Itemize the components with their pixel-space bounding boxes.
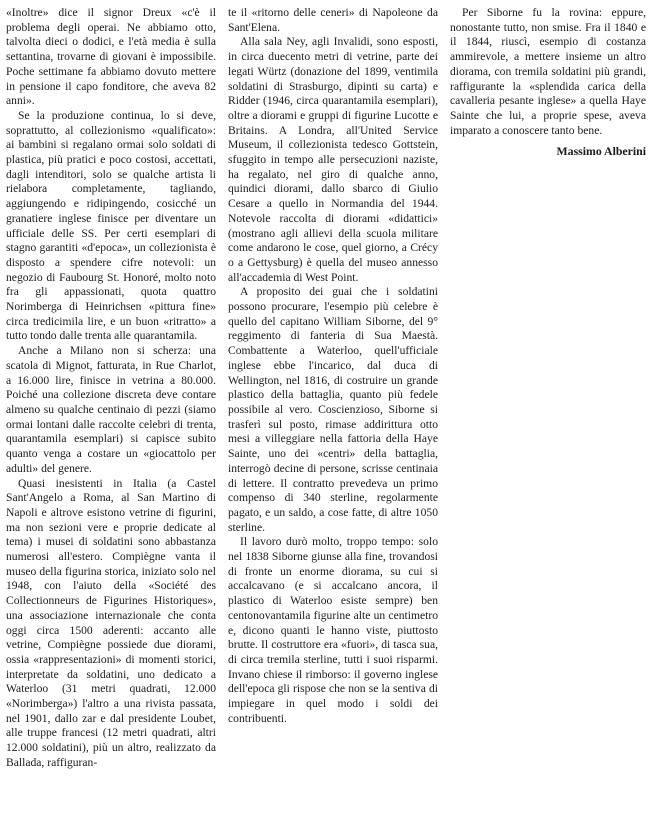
paragraph: Alla sala Ney, agli Invalidi, sono esposti, in circa duecento metri di vetrine, parte dei legati Würtz (donazione del 1899, ventimila soldatini di Strasburgo, dipinti su carta) e Ridder (1946, circa quarantamila esemplari), oltre a diorami e gruppi di figurine Lucotte e Britains. A Londra, all'United Service Museum, il collezionista tedesco Gottstein, sfuggito in tempo alle persecuzioni naziste, ha regalato, nel giro di qualche anno, quindici diorami, dallo sbarco di Giulio Cesare a quello in Normandia del 1944. Notevole raccolta di diorami «didattici» (mostrano agli allievi della scuola militare come andarono le cose, quel giorno, a Crécy o a Gettysburg) è quella del museo annesso all'accademia di West Point. [228, 35, 438, 284]
paragraph: A proposito dei guai che i soldatini possono procurare, l'esempio più celebre è quello del capitano William Siborne, del 9° reggimento di fanteria di Sua Maestà. Combattente a Waterloo, quell'ufficiale inglese ebbe l'incarico, dal duca di Wellington, nel 1816, di costruire un grande plastico della battaglia, quanto più fedele possibile al vero. Coscienzioso, Siborne si trasferì sul posto, rimase addirittura otto mesi a villeggiare nella fattoria della Haye Sainte, uno dei «centri» della battaglia, interrogò decine di persone, scrisse centinaia di lettere. Il contratto prevedeva un primo compenso di 340 sterline, regolarmente pagato, e un saldo, a cose fatte, di altre 1050 sterline. [228, 285, 438, 534]
column-2 [228, 6, 438, 816]
paragraph: «Inoltre» dice il signor Dreux «c'è il problema degli operai. Ne abbiamo otto, talvolta dieci o dodici, e l'età media è sulla settantina, trovarne di giovani è impossibile. Poche settimane fa abbiamo dovuto mettere in pensione il capo fonditore, che aveva 82 anni». [6, 6, 216, 108]
paragraph: Quasi inesistenti in Italia (a Castel Sant'Angelo a Roma, al San Martino di Napoli e altrove esistono vetrine di figurini, ma non sezioni vere e proprie dedicate al tema) i musei di soldatini sono abbastanza numerosi all'estero. Compiègne vanta il museo della figurina storica, iniziato solo nel 1948, con l'aiuto della «Société des Collectionneurs de Figurines Historiques», una associazione internazionale che conta oggi circa 1500 aderenti: accanto alle vetrine, Compiègne possiede due diorami, ossia «rappresentazioni» di momenti storici, interpretate da soldatini, uno dedicato a Waterloo (31 metri quadrati, 12.000 «Norimberga») l'altro a una rivista passata, nel 1901, dallo zar e dal presidente Loubet, alle truppe francesi (12 metri quadrati, altri 12.000 soldatini), più un altro, realizzato da Ballada, raffiguran- [6, 476, 216, 769]
column-1 [6, 6, 216, 816]
paragraph: Se la produzione continua, lo si deve, soprattutto, al collezionismo «qualificato»: ai bambini si regalano ormai solo soldati di plastica, più pratici e poco costosi, accettati, dagli intenditori, solo se qualche artista li rielabora completamente, tagliando, aggiungendo e ridipingendo, cosicché un granatiere inglese finisce per diventare un ufficiale delle SS. Per certi esemplari di stagno garantiti «d'epoca», un collezionista è disposto a spendere cifre notevoli: un negozio di Faubourg St. Honoré, molto noto fra gli appassionati, quota quattro Norimberga di Heinrichsen «pittura fine» circa tredicimila lire, e un buon «ritratto» a tutto tondo dalle trenta alle quarantamila. [6, 108, 216, 343]
paragraph: Il lavoro durò molto, troppo tempo: solo nel 1838 Siborne giunse alla fine, trovandosi di fronte un enorme diorama, su cui si accalcavano (e si accalcano ancora, il plastico di Waterloo esiste sempre) ben centonovantamila figurine alte un centimetro e, dicono quanti le hanno viste, piuttosto brutte. Il costruttore era «fuori», di tasca sua, di circa tremila sterline, tutti i suoi risparmi. Invano chiese il rimborso: il governo inglese dell'epoca gli rispose che non se la sentiva di impiegare in quel modo i soldi dei contribuenti. [228, 535, 438, 725]
article-page [6, 6, 646, 816]
paragraph: Anche a Milano non si scherza: una scatola di Mignot, fatturata, in Rue Charlot, a 16.000 lire, finisce in vetrina a 80.000. Poiché una collezione discreta deve contare almeno su qualche centinaio di pezzi (siamo ormai lontani dalle raccolte celebri di trenta, quarantamila esemplari) si capisce subito quanto venga a costare un «giocattolo per adulti» del genere. [6, 344, 216, 475]
paragraph: Per Siborne fu la rovina: eppure, nonostante tutto, non smise. Fra il 1840 e il 1844, riuscì, esempio di costanza ammirevole, a mettere insieme un altro diorama, con tremila soldatini più grandi, raffigurante la «splendida carica della cavalleria pesante inglese» a quella Haye Sainte che lui, a proprie spese, aveva imparato a conoscere tanto bene. [450, 6, 646, 137]
author-signature: Massimo Alberini [556, 144, 646, 159]
column-3 [450, 6, 646, 816]
paragraph: te il «ritorno delle ceneri» di Napoleone da Sant'Elena. [228, 6, 438, 34]
